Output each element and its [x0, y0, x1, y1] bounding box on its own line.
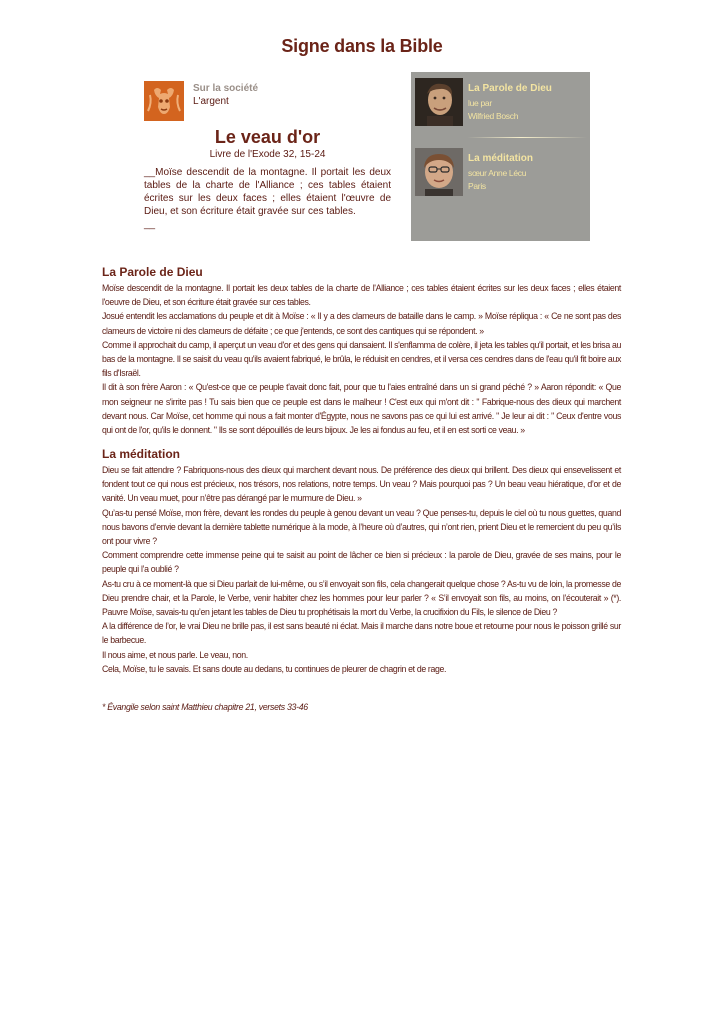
meditation-heading: La méditation: [102, 447, 181, 461]
meditation-paragraph: A la différence de l’or, le vrai Dieu ne brille pas, il est sans beauté ni éclat. Mais il marche dans notre boue et retourne pour nous le poisson grillé sur le barbecue.: [102, 621, 621, 646]
media-panel: [411, 72, 590, 241]
parole-paragraph: Moïse descendit de la montagne. Il portait les deux tables de la charte de l'Alliance ; ces tables étaient écrites sur les deux faces ; elles étaient l'oeuvre de Dieu, et son écriture était gravée sur ces tables.: [102, 283, 621, 308]
parole-paragraph: Josué entendit les acclamations du peuple et dit à Moïse : « Il y a des clameurs de bataille dans le camp. » Moïse répliqua : « Ce ne sont pas des clameurs de victoire ni des clameurs de défaite ; ce que j'entends, ce sont des cantiques qui se répondent. »: [102, 311, 621, 336]
author-portrait[interactable]: [415, 148, 463, 196]
parole-reader-prefix: lue par: [468, 98, 492, 108]
meditation-paragraph: As-tu cru à ce moment-là que si Dieu parlait de lui-même, ou s’il envoyait son fils, cela changerait quelque chose ? As-tu vu de loin, la promesse de Dieu prendre chair, et la Parole, le Verbe, venir habiter chez les hommes pour leur parler ? « S’il envoyait son fils, au moins, on l’écouterait » (*). Pauvre Moïse, savais-tu qu’en jetant les tables de Dieu tu prophétisais la mort du Verbe, la crucifixion du Fils, le silence de Dieu ?: [102, 578, 621, 618]
meditation-paragraph: Cela, Moïse, tu le savais. Et sans doute au dedans, tu continues de pleurer de chagrin et de rage.: [102, 663, 447, 674]
site-title: Signe dans la Bible: [281, 36, 443, 56]
author-portrait-image: [415, 148, 463, 196]
meditation-author-place: Paris: [468, 181, 486, 191]
theme-label: Sur la société: [193, 83, 259, 94]
parole-paragraph: Il dit à son frère Aaron : « Qu'est-ce que ce peuple t'avait donc fait, pour que tu l'aies entraîné dans un si grand péché ? » Aaron répondit: « Que mon seigneur ne s'irrite pas ! Tu sais bien que ce peuple est dans le malheur ! C'est eux qui m'ont dit : " Fabrique-nous des dieux qui marchent devant nous. Car Moïse, cet homme qui nous a fait monter d'Égypte, nous ne savons pas ce qui lui est arrivé. " Je leur ai dit : " Ceux d'entre vous qui ont de l'or, qu'ils le donnent. " Ils se sont dépouillés de leurs bijoux. Je les ai fondus au feu, et il en est sorti ce veau. »: [102, 382, 621, 436]
theme-block: [193, 82, 258, 108]
reader-portrait[interactable]: [415, 78, 463, 126]
meditation-paragraph: Dieu se fait attendre ? Fabriquons-nous des dieux qui marchent devant nous. De préférence des dieux qui brillent. Des dieux qui ensevelissent et fondent tout ce qui nous est précieux, nos trésors, nos relations, notre temps. Un veau ? Mais pourquoi pas ? Un beau veau hiératique, d’or et de vanité. Un veau muet, pour n’être pas dérangé par le murmure de Dieu. »: [102, 465, 621, 504]
meditation-paragraph: Qu’as-tu pensé Moïse, mon frère, devant les rondes du peuple à genou devant un veau ? Que penses-tu, depuis le ciel où tu nous guettes, quand nous bavons d’envie devant la dernière tablette numérique à la mode, à l’heure où d’autres, qui n’ont rien, prient Dieu et le remercient du peu qu’ils ont pour vivre ?: [102, 507, 621, 547]
meditation-paragraph: Il nous aime, et nous parle. Le veau, non.: [102, 649, 248, 660]
meditation-text: [102, 463, 621, 676]
golden-calf-icon[interactable]: [144, 81, 184, 121]
parole-reader-name: Wilfried Bosch: [468, 111, 519, 121]
parole-heading: La Parole de Dieu: [102, 265, 203, 279]
meditation-author-name: sœur Anne Lécu: [468, 168, 527, 178]
article-intro-end: __: [144, 219, 156, 230]
theme-value[interactable]: L'argent: [193, 96, 229, 107]
article-intro: __Moïse descendit de la montagne. Il portait les deux tables de la charte de l'Alliance ; ces tables étaient écrites sur les deux faces ; elles étaient l'œuvre de Dieu, et son écriture était gravée sur ces tables.: [144, 167, 391, 217]
article-title: Le veau d'or: [214, 127, 321, 147]
panel-divider: [467, 137, 587, 138]
footnote: * Évangile selon saint Matthieu chapitre 21, versets 33-46: [102, 702, 308, 712]
golden-calf-icon-graphic: [144, 81, 184, 121]
article-reference: Livre de l'Exode 32, 15-24: [209, 149, 326, 160]
meditation-paragraph: Comment comprendre cette immense peine qui te saisit au point de lâcher ce bien si précieux : la parole de Dieu, gravée de ses mains, pour le peuple qui l’a oublié ?: [102, 550, 621, 575]
parole-paragraph: Comme il approchait du camp, il aperçut un veau d'or et des gens qui dansaient. Il s'enflamma de colère, il jeta les tables qu'il portait, et les brisa au bas de la montagne. Il se saisit du veau qu'ils avaient fabriqué, le brûla, le réduisit en cendres, et il versa ces cendres dans de l'eau qu'il fit boire aux fils d'Israël.: [102, 339, 621, 379]
parole-text: [102, 281, 621, 437]
reader-portrait-image: [415, 78, 463, 126]
parole-audio-title[interactable]: La Parole de Dieu: [468, 83, 552, 94]
meditation-audio-title[interactable]: La méditation: [468, 153, 534, 164]
